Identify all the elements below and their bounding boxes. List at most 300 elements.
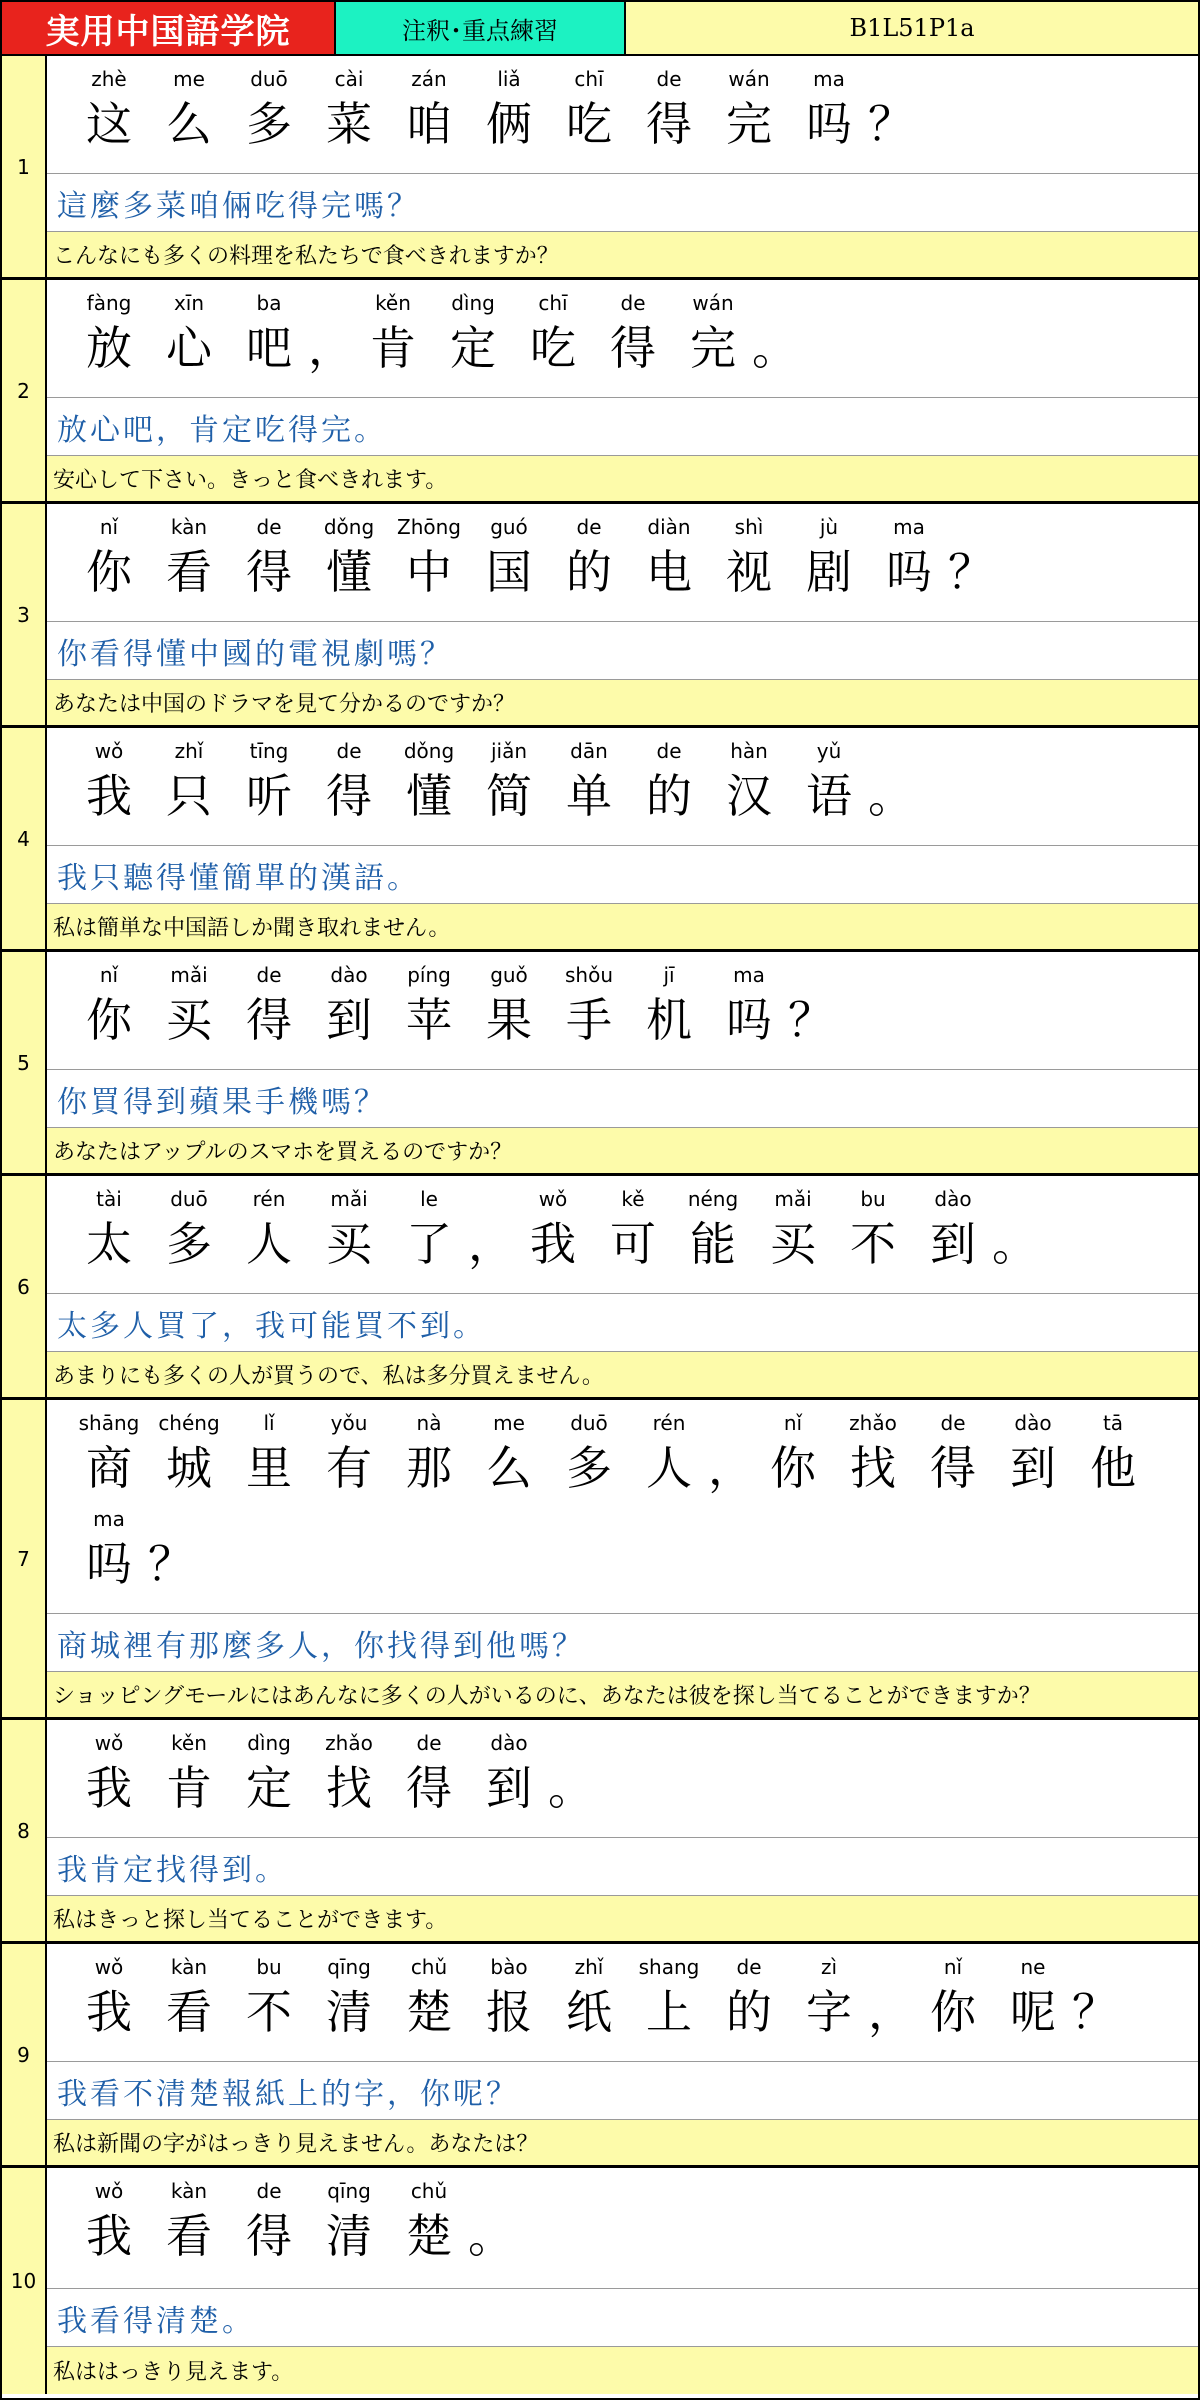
hanzi-character: 了 <box>406 1217 452 1271</box>
pinyin-line <box>69 1182 1198 1278</box>
pinyin-syllable: de <box>576 515 602 539</box>
character-cell <box>753 1406 833 1502</box>
hanzi-character: 。 <box>992 1217 1038 1271</box>
pinyin-syllable: shì <box>734 515 764 539</box>
pinyin-syllable: duō <box>250 67 288 91</box>
character-cell <box>389 734 469 830</box>
character-cell <box>229 2174 309 2270</box>
hanzi-character: 得 <box>930 1441 976 1495</box>
pinyin-sentence <box>47 1176 1198 1293</box>
hanzi-character: 呢 <box>1010 1985 1056 2039</box>
character-cell <box>149 734 229 830</box>
character-cell <box>1073 1950 1117 2046</box>
hanzi-character: 能 <box>690 1217 736 1271</box>
character-cell <box>469 1406 549 1502</box>
hanzi-character: 我 <box>86 769 132 823</box>
character-cell <box>69 1406 149 1502</box>
pinyin-sentence <box>47 728 1198 845</box>
character-cell <box>833 1406 913 1502</box>
sentence-number: 2 <box>2 280 47 501</box>
pinyin-syllable: xīn <box>173 291 205 315</box>
hanzi-character: 心 <box>166 321 212 375</box>
character-cell <box>869 62 913 158</box>
japanese-translation: あまりにも多くの人が買うので、私は多分買えません。 <box>47 1351 1198 1397</box>
hanzi-character: 人 <box>246 1217 292 1271</box>
pinyin-syllable: de <box>336 739 362 763</box>
hanzi-character: 报 <box>486 1985 532 2039</box>
character-cell <box>389 1950 469 2046</box>
hanzi-character: 买 <box>166 993 212 1047</box>
character-cell <box>149 510 229 606</box>
character-cell <box>389 1406 469 1502</box>
hanzi-character: ， <box>308 321 354 375</box>
character-cell <box>469 958 549 1054</box>
japanese-translation: あなたはアップルのスマホを買えるのですか？ <box>47 1127 1198 1173</box>
pinyin-syllable: nà <box>416 1411 442 1435</box>
pinyin-syllable: mǎi <box>170 963 208 987</box>
pinyin-syllable: nǐ <box>783 1411 803 1435</box>
character-cell <box>629 958 709 1054</box>
character-cell <box>69 1950 149 2046</box>
sentence-content <box>47 1944 1198 2165</box>
character-cell <box>469 734 549 830</box>
hanzi-character: 买 <box>770 1217 816 1271</box>
traditional-sentence: 我看得清楚。 <box>47 2288 1198 2346</box>
character-cell <box>309 958 389 1054</box>
character-cell <box>913 1182 993 1278</box>
character-cell <box>913 1406 993 1502</box>
pinyin-syllable: dào <box>330 963 368 987</box>
hanzi-character: 简 <box>486 769 532 823</box>
character-cell <box>913 1950 993 2046</box>
hanzi-character: 这 <box>86 97 132 151</box>
pinyin-syllable: dào <box>490 1731 528 1755</box>
hanzi-character: 楚 <box>406 1985 452 2039</box>
hanzi-character: 菜 <box>326 97 372 151</box>
hanzi-character: 汉 <box>726 769 772 823</box>
pinyin-syllable: wǒ <box>94 2179 124 2203</box>
character-cell <box>709 1406 753 1502</box>
hanzi-character: 看 <box>166 1985 212 2039</box>
pinyin-syllable: dìng <box>451 291 495 315</box>
character-cell <box>753 286 797 382</box>
character-cell <box>549 1406 629 1502</box>
hanzi-character: 听 <box>246 769 292 823</box>
traditional-sentence: 商城裡有那麼多人，你找得到他嗎？ <box>47 1613 1198 1671</box>
pinyin-syllable: me <box>493 1411 525 1435</box>
pinyin-syllable: kěn <box>171 1731 207 1755</box>
pinyin-syllable: ne <box>1020 1955 1046 1979</box>
header-bar <box>2 2 1198 56</box>
sentence-content <box>47 1400 1198 1717</box>
pinyin-syllable: ma <box>733 963 765 987</box>
pinyin-syllable: tài <box>96 1187 122 1211</box>
pinyin-line <box>69 510 1198 606</box>
hanzi-character: 里 <box>246 1441 292 1495</box>
hanzi-character: 。 <box>548 1761 594 1815</box>
pinyin-syllable: zhè <box>91 67 127 91</box>
hanzi-character: 你 <box>86 545 132 599</box>
pinyin-syllable: wán <box>692 291 734 315</box>
character-cell <box>149 1502 193 1598</box>
pinyin-syllable: shǒu <box>564 963 613 987</box>
pinyin-line <box>69 286 1198 382</box>
hanzi-character: ？ <box>788 993 834 1047</box>
pinyin-line <box>69 958 1198 1054</box>
hanzi-character: 看 <box>166 545 212 599</box>
character-cell <box>993 1950 1073 2046</box>
pinyin-syllable: nǐ <box>99 963 119 987</box>
character-cell <box>629 734 709 830</box>
hanzi-character: 有 <box>326 1441 372 1495</box>
sentence-row <box>2 280 1198 504</box>
character-cell <box>309 286 353 382</box>
pinyin-line <box>69 2174 1198 2270</box>
character-cell <box>593 1182 673 1278</box>
sentence-content <box>47 56 1198 277</box>
character-cell <box>993 1182 1037 1278</box>
character-cell <box>69 2174 149 2270</box>
pinyin-syllable: de <box>256 963 282 987</box>
character-cell <box>433 286 513 382</box>
pinyin-line <box>69 734 1198 830</box>
pinyin-syllable: wǒ <box>538 1187 568 1211</box>
character-cell <box>709 62 789 158</box>
character-cell <box>389 958 469 1054</box>
pinyin-syllable: de <box>940 1411 966 1435</box>
sentence-number: 4 <box>2 728 47 949</box>
character-cell <box>469 1182 513 1278</box>
sentence-number: 9 <box>2 1944 47 2165</box>
character-cell <box>389 1182 469 1278</box>
pinyin-syllable: yǒu <box>330 1411 368 1435</box>
hanzi-character: 买 <box>326 1217 372 1271</box>
hanzi-character: 商 <box>86 1441 132 1495</box>
character-cell <box>309 1726 389 1822</box>
pinyin-syllable: wǒ <box>94 1955 124 1979</box>
pinyin-syllable: ma <box>893 515 925 539</box>
hanzi-character: 找 <box>326 1761 372 1815</box>
hanzi-character: 。 <box>868 769 914 823</box>
hanzi-character: 多 <box>166 1217 212 1271</box>
pinyin-syllable: guó <box>490 515 528 539</box>
character-cell <box>69 510 149 606</box>
pinyin-syllable: kěn <box>375 291 411 315</box>
character-cell <box>549 958 629 1054</box>
character-cell <box>549 510 629 606</box>
pinyin-syllable: tīng <box>249 739 289 763</box>
pinyin-syllable: zì <box>820 1955 838 1979</box>
character-cell <box>629 510 709 606</box>
character-cell <box>229 286 309 382</box>
hanzi-character: 到 <box>930 1217 976 1271</box>
character-cell <box>69 62 149 158</box>
pinyin-syllable: zhǐ <box>574 1955 604 1979</box>
hanzi-character: 上 <box>646 1985 692 2039</box>
pinyin-syllable: bu <box>860 1187 886 1211</box>
hanzi-character: ？ <box>148 1537 194 1591</box>
hanzi-character: 完 <box>726 97 772 151</box>
character-cell <box>513 286 593 382</box>
character-cell <box>993 1406 1073 1502</box>
character-cell <box>389 2174 469 2270</box>
pinyin-syllable: tā <box>1102 1411 1124 1435</box>
pinyin-syllable: bu <box>256 1955 282 1979</box>
pinyin-sentence <box>47 1944 1198 2061</box>
character-cell <box>709 734 789 830</box>
character-cell <box>149 2174 229 2270</box>
pinyin-syllable: qīng <box>327 2179 371 2203</box>
sentence-content <box>47 1176 1198 1397</box>
pinyin-syllable: dǒng <box>403 739 455 763</box>
pinyin-syllable: néng <box>687 1187 739 1211</box>
character-cell <box>389 510 469 606</box>
hanzi-character: 果 <box>486 993 532 1047</box>
hanzi-character: 的 <box>646 769 692 823</box>
hanzi-character: 得 <box>246 2209 292 2263</box>
pinyin-syllable: de <box>256 515 282 539</box>
hanzi-character: 得 <box>326 769 372 823</box>
pinyin-syllable: de <box>256 2179 282 2203</box>
character-cell <box>69 286 149 382</box>
character-cell <box>869 734 913 830</box>
sentence-row <box>2 1720 1198 1944</box>
pinyin-syllable: ma <box>93 1507 125 1531</box>
hanzi-character: 吃 <box>566 97 612 151</box>
hanzi-character: 你 <box>930 1985 976 2039</box>
pinyin-line <box>69 62 1198 158</box>
pinyin-syllable: rén <box>252 1187 286 1211</box>
hanzi-character: 吗 <box>86 1537 132 1591</box>
sentence-list <box>2 56 1198 2394</box>
pinyin-syllable: ma <box>813 67 845 91</box>
pinyin-syllable: chǔ <box>410 2179 448 2203</box>
character-cell <box>789 1950 869 2046</box>
character-cell <box>229 1406 309 1502</box>
character-cell <box>149 1182 229 1278</box>
hanzi-character: 得 <box>610 321 656 375</box>
japanese-translation: あなたは中国のドラマを見て分かるのですか？ <box>47 679 1198 725</box>
character-cell <box>549 734 629 830</box>
character-cell <box>469 1726 549 1822</box>
hanzi-character: 清 <box>326 2209 372 2263</box>
pinyin-syllable: Zhōng <box>397 515 461 539</box>
hanzi-character: 语 <box>806 769 852 823</box>
character-cell <box>229 734 309 830</box>
character-cell <box>673 1182 753 1278</box>
pinyin-line <box>69 1726 1198 1822</box>
character-cell <box>229 1182 309 1278</box>
pinyin-syllable: yǔ <box>816 739 842 763</box>
hanzi-character: 视 <box>726 545 772 599</box>
pinyin-sentence <box>47 952 1198 1069</box>
pinyin-sentence <box>47 2168 1198 2288</box>
character-cell <box>69 958 149 1054</box>
pinyin-syllable: de <box>416 1731 442 1755</box>
japanese-translation: 安心して下さい。きっと食べきれます。 <box>47 455 1198 501</box>
japanese-translation: 私は簡単な中国語しか聞き取れません。 <box>47 903 1198 949</box>
character-cell <box>469 2174 513 2270</box>
pinyin-syllable: de <box>736 1955 762 1979</box>
character-cell <box>629 1406 709 1502</box>
pinyin-syllable: chī <box>574 67 604 91</box>
hanzi-character: ， <box>868 1985 914 2039</box>
hanzi-character: 到 <box>326 993 372 1047</box>
hanzi-character: 多 <box>246 97 292 151</box>
hanzi-character: ， <box>468 1217 514 1271</box>
pinyin-syllable: me <box>173 67 205 91</box>
character-cell <box>549 1950 629 2046</box>
pinyin-syllable: mǎi <box>330 1187 368 1211</box>
japanese-translation: 私は新聞の字がはっきり見えません。あなたは？ <box>47 2119 1198 2165</box>
character-cell <box>69 1726 149 1822</box>
japanese-translation: ショッピングモールにはあんなに多くの人がいるのに、あなたは彼を探し当てることができますか？ <box>47 1671 1198 1717</box>
hanzi-character: 找 <box>850 1441 896 1495</box>
hanzi-character: 多 <box>566 1441 612 1495</box>
character-cell <box>833 1182 913 1278</box>
pinyin-syllable: cài <box>334 67 364 91</box>
hanzi-character: 定 <box>246 1761 292 1815</box>
character-cell <box>229 62 309 158</box>
pinyin-syllable: jù <box>819 515 839 539</box>
sentence-row <box>2 504 1198 728</box>
pinyin-syllable: fàng <box>86 291 132 315</box>
character-cell <box>309 734 389 830</box>
character-cell <box>229 510 309 606</box>
traditional-sentence: 你買得到蘋果手機嗎？ <box>47 1069 1198 1127</box>
japanese-translation: こんなにも多くの料理を私たちで食べきれますか？ <box>47 231 1198 277</box>
traditional-sentence: 放心吧，肯定吃得完。 <box>47 397 1198 455</box>
traditional-sentence: 我只聽得懂簡單的漢語。 <box>47 845 1198 903</box>
traditional-sentence: 我看不清楚報紙上的字，你呢？ <box>47 2061 1198 2119</box>
hanzi-character: ， <box>708 1441 754 1495</box>
sentence-row <box>2 728 1198 952</box>
hanzi-character: 吧 <box>246 321 292 375</box>
sentence-number: 6 <box>2 1176 47 1397</box>
character-cell <box>709 510 789 606</box>
hanzi-character: 不 <box>850 1217 896 1271</box>
pinyin-syllable: de <box>620 291 646 315</box>
pinyin-syllable: de <box>656 67 682 91</box>
pinyin-syllable: liǎ <box>497 67 521 91</box>
pinyin-syllable: zán <box>411 67 447 91</box>
pinyin-syllable: chéng <box>158 1411 220 1435</box>
hanzi-character: 可 <box>610 1217 656 1271</box>
sentence-content <box>47 728 1198 949</box>
traditional-sentence: 這麼多菜咱倆吃得完嗎？ <box>47 173 1198 231</box>
hanzi-character: 俩 <box>486 97 532 151</box>
character-cell <box>629 62 709 158</box>
character-cell <box>149 286 229 382</box>
hanzi-character: 你 <box>86 993 132 1047</box>
hanzi-character: 看 <box>166 2209 212 2263</box>
hanzi-character: 么 <box>486 1441 532 1495</box>
pinyin-sentence <box>47 56 1198 173</box>
hanzi-character: 得 <box>406 1761 452 1815</box>
character-cell <box>753 1182 833 1278</box>
hanzi-character: 楚 <box>406 2209 452 2263</box>
hanzi-character: 吃 <box>530 321 576 375</box>
pinyin-syllable: dào <box>1014 1411 1052 1435</box>
hanzi-character: 吗 <box>886 545 932 599</box>
pinyin-syllable: ba <box>256 291 282 315</box>
character-cell <box>149 958 229 1054</box>
pinyin-syllable: wán <box>728 67 770 91</box>
hanzi-character: 吗 <box>726 993 772 1047</box>
sentence-content <box>47 1720 1198 1941</box>
pinyin-syllable: diàn <box>647 515 691 539</box>
sentence-content <box>47 952 1198 1173</box>
sentence-row <box>2 1400 1198 1720</box>
character-cell <box>549 1726 593 1822</box>
school-name: 実用中国語学院 <box>2 2 336 54</box>
traditional-sentence: 你看得懂中國的電視劇嗎？ <box>47 621 1198 679</box>
character-cell <box>869 510 949 606</box>
hanzi-character: 只 <box>166 769 212 823</box>
hanzi-character: 我 <box>530 1217 576 1271</box>
character-cell <box>709 1950 789 2046</box>
pinyin-sentence <box>47 280 1198 397</box>
sentence-row <box>2 1176 1198 1400</box>
pinyin-syllable: dào <box>934 1187 972 1211</box>
hanzi-character: 他 <box>1090 1441 1136 1495</box>
hanzi-character: 我 <box>86 1985 132 2039</box>
character-cell <box>789 734 869 830</box>
character-cell <box>149 1726 229 1822</box>
character-cell <box>309 510 389 606</box>
hanzi-character: 。 <box>752 321 798 375</box>
hanzi-character: 。 <box>468 2209 514 2263</box>
character-cell <box>513 1182 593 1278</box>
sentence-row <box>2 1944 1198 2168</box>
pinyin-syllable: hàn <box>730 739 768 763</box>
pinyin-line <box>69 1406 1198 1502</box>
hanzi-character: 国 <box>486 545 532 599</box>
hanzi-character: 肯 <box>166 1761 212 1815</box>
character-cell <box>389 62 469 158</box>
pinyin-syllable: dǒng <box>323 515 375 539</box>
pinyin-sentence <box>47 1400 1198 1613</box>
character-cell <box>69 1182 149 1278</box>
japanese-translation: 私ははっきり見えます。 <box>47 2346 1198 2394</box>
japanese-translation: 私はきっと探し当てることができます。 <box>47 1895 1198 1941</box>
hanzi-character: 字 <box>806 1985 852 2039</box>
hanzi-character: 剧 <box>806 545 852 599</box>
character-cell <box>229 958 309 1054</box>
hanzi-character: 的 <box>726 1985 772 2039</box>
character-cell <box>469 510 549 606</box>
hanzi-character: 电 <box>646 545 692 599</box>
pinyin-syllable: kàn <box>170 1955 208 1979</box>
pinyin-syllable: guǒ <box>490 963 528 987</box>
lesson-code: B1L51P1a <box>626 2 1198 54</box>
character-cell <box>69 734 149 830</box>
pinyin-sentence <box>47 1720 1198 1837</box>
hanzi-character: 得 <box>646 97 692 151</box>
sentence-number: 8 <box>2 1720 47 1941</box>
hanzi-character: 城 <box>166 1441 212 1495</box>
hanzi-character: 纸 <box>566 1985 612 2039</box>
hanzi-character: 放 <box>86 321 132 375</box>
hanzi-character: 不 <box>246 1985 292 2039</box>
pinyin-line <box>69 1502 1198 1598</box>
pinyin-syllable: jiǎn <box>490 739 528 763</box>
character-cell <box>673 286 753 382</box>
hanzi-character: ？ <box>948 545 994 599</box>
hanzi-character: 人 <box>646 1441 692 1495</box>
sentence-row <box>2 952 1198 1176</box>
character-cell <box>309 1182 389 1278</box>
